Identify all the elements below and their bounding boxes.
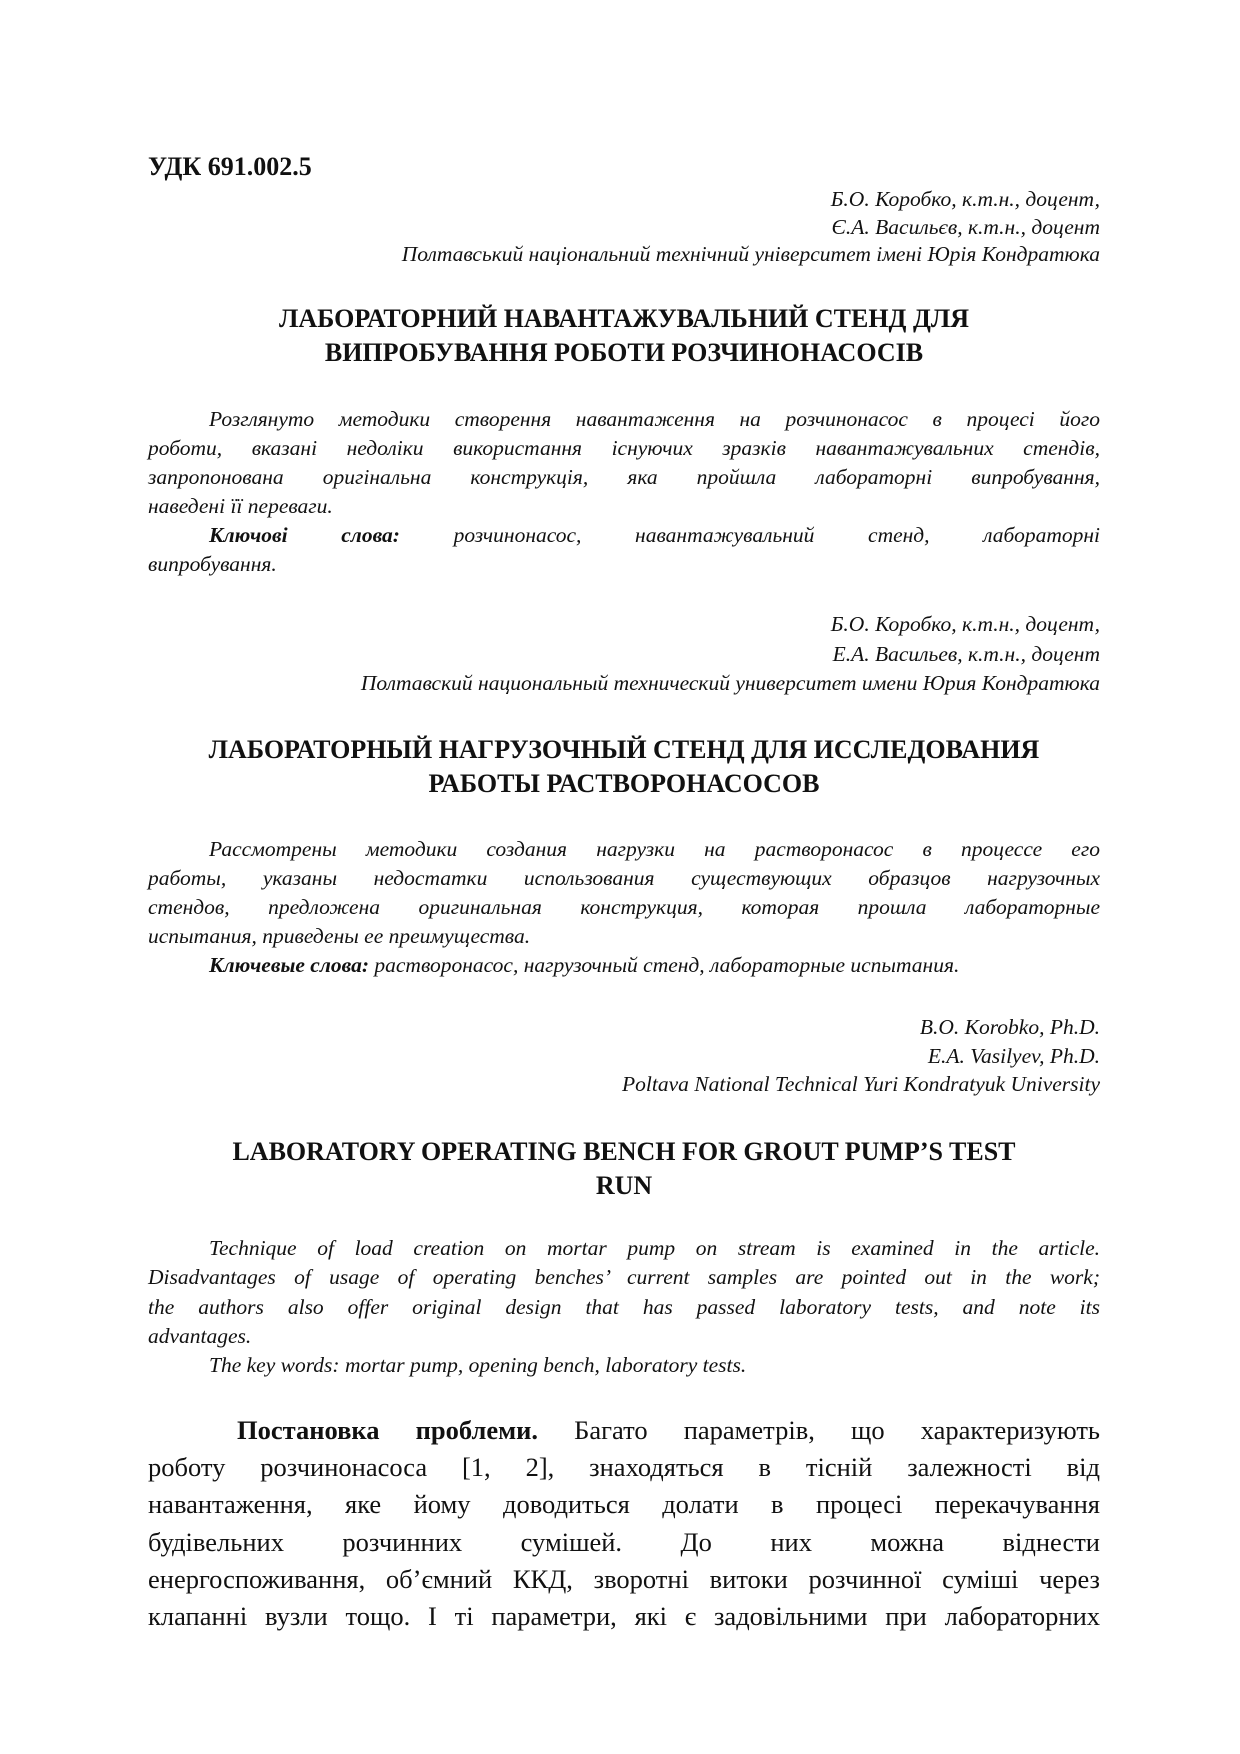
body-line: роботу розчинонасоса [1, 2], знаходяться в тісній залежності від [148,1452,1100,1483]
ua-abstract-line: наведені її переваги. [148,494,333,518]
ua-author-1: Б.О. Коробко, к.т.н., доцент, [830,187,1100,211]
en-keywords: The key words: mortar pump, opening bench, laboratory tests. [209,1353,747,1378]
ru-authors [148,610,1100,699]
body-line [148,1412,1100,1449]
ru-abstract-line: испытания, приведены ее преимущества. [148,924,531,948]
en-authors [148,1013,1100,1099]
ru-title-line-1: ЛАБОРАТОРНЫЙ НАГРУЗОЧНЫЙ СТЕНД ДЛЯ ИССЛЕДОВАНИЯ [208,735,1040,764]
ru-affiliation: Полтавский национальный технический университет имени Юрия Кондратюка [360,671,1100,695]
ru-title [148,733,1100,801]
ua-title-line-2: ВИПРОБУВАННЯ РОБОТИ РОЗЧИНОНАСОСІВ [324,338,924,367]
ua-keywords-text: розчинонасос, навантажувальний стенд, лабораторні [453,523,1101,547]
en-abstract-line: Disadvantages of usage of operating benches’ current samples are pointed out in the work; [148,1265,1100,1290]
en-abstract [148,1234,1100,1380]
ua-keywords-cont: випробування. [148,552,277,576]
en-title [148,1135,1100,1203]
body-line: будівельних розчинних сумішей. До них можна віднести [148,1526,1100,1557]
ru-title-line-2: РАБОТЫ РАСТВОРОНАСОСОВ [428,769,820,798]
en-abstract-line: Technique of load creation on mortar pump on stream is examined in the article. [209,1236,1100,1260]
ua-author-2: Є.А. Васильєв, к.т.н., доцент [831,214,1100,239]
section-heading: Постановка проблеми. [237,1415,539,1445]
ru-author-1: Б.О. Коробко, к.т.н., доцент, [830,612,1100,636]
body-paragraph [148,1412,1100,1635]
ru-keywords-text: растворонасос, нагрузочный стенд, лабораторные испытания. [374,953,960,977]
ua-keywords-label: Ключові слова: [209,523,400,547]
ua-keywords [148,521,1100,550]
ua-abstract [148,405,1100,579]
ru-abstract [148,835,1100,980]
ru-keywords-label: Ключевые слова: [209,953,369,977]
en-author-1: B.O. Korobko, Ph.D. [919,1015,1100,1039]
ru-keywords [148,951,1100,980]
body-line: навантаження, яке йому доводиться долати в процесі перекачування [148,1489,1100,1520]
ru-author-2: Е.А. Васильев, к.т.н., доцент [832,641,1100,666]
body-line-text: Багато параметрів, що характеризують [574,1415,1100,1445]
ua-title [148,302,1100,370]
udk-code: УДК 691.002.5 [148,152,312,181]
ru-abstract-line: работы, указаны недостатки использования существующих образцов нагрузочных [148,866,1100,890]
ua-authors [148,186,1100,269]
en-abstract-line: the authors also offer original design that has passed laboratory tests, and note its [148,1294,1100,1319]
ua-title-line-1: ЛАБОРАТОРНИЙ НАВАНТАЖУВАЛЬНИЙ СТЕНД ДЛЯ [279,304,969,333]
en-affiliation: Poltava National Technical Yuri Kondratyuk University [622,1072,1100,1096]
ru-abstract-line: Рассмотрены методики создания нагрузки на растворонасос в процессе его [209,837,1100,861]
body-line: клапанні вузли тощо. І ті параметри, які є задовільними при лабораторних [148,1601,1100,1632]
ua-affiliation: Полтавський національний технічний університет імені Юрія Кондратюка [401,242,1100,266]
body-line: енергоспоживання, об’ємний ККД, зворотні витоки розчинної суміші через [148,1563,1100,1594]
en-title-line-1: LABORATORY OPERATING BENCH FOR GROUT PUMP’S TEST [232,1137,1016,1166]
en-title-line-2: RUN [595,1171,653,1200]
ru-abstract-line: стендов, предложена оригинальная конструкция, которая прошла лабораторные [148,895,1100,919]
en-abstract-line: advantages. [148,1323,252,1348]
ua-abstract-line: роботи, вказані недоліки використання існуючих зразків навантажувальних стендів, [148,436,1100,460]
ua-abstract-line: запропонована оригінальна конструкція, яка пройшла лабораторні випробування, [148,465,1100,489]
ua-abstract-line: Розглянуто методики створення навантаження на розчинонасос в процесі його [209,407,1100,431]
en-author-2: E.A. Vasilyev, Ph.D. [927,1043,1100,1068]
